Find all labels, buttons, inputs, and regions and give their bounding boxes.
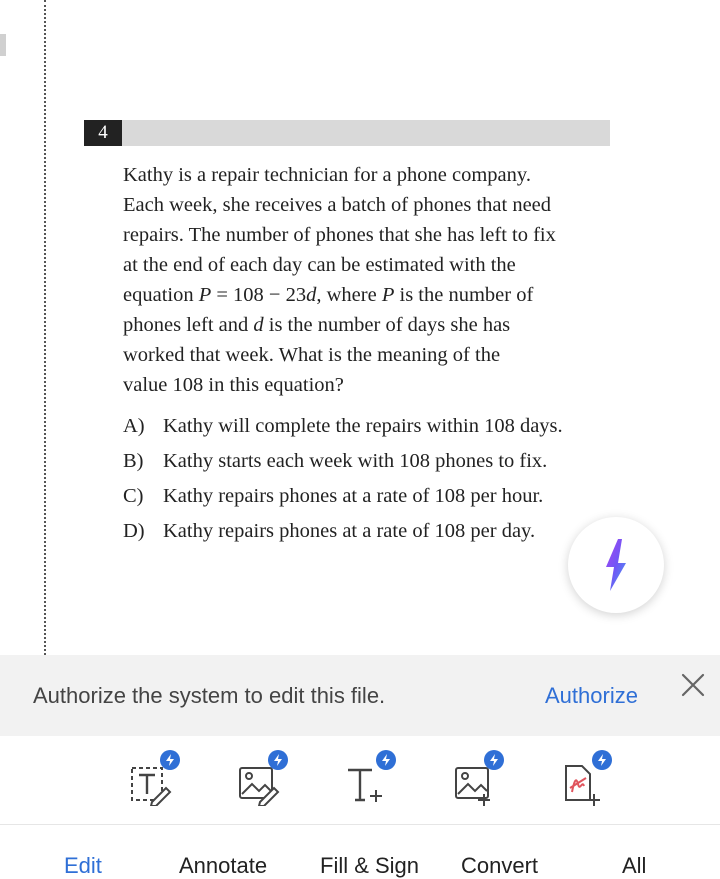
tab-edit[interactable]: Edit: [64, 853, 102, 878]
choice-text: Kathy starts each week with 108 phones to fix.: [163, 450, 548, 472]
question-header-band: [84, 120, 610, 146]
tab-convert[interactable]: Convert: [461, 853, 539, 878]
page-margin-guide: [44, 0, 46, 655]
answer-choices: [123, 409, 623, 549]
choice-letter: C): [123, 485, 144, 507]
add-text-tool[interactable]: [332, 750, 400, 810]
bottom-tab-bar: [0, 825, 720, 878]
choice-letter: A): [123, 415, 145, 437]
edit-text-tool[interactable]: [116, 750, 184, 810]
question-line: value 108 in this equation?: [123, 374, 344, 396]
close-authorization-button[interactable]: [678, 670, 708, 700]
edit-image-tool[interactable]: [224, 750, 292, 810]
answer-choice[interactable]: [123, 514, 623, 549]
authorize-button[interactable]: Authorize: [545, 683, 638, 708]
close-icon: [678, 670, 708, 700]
choice-text: Kathy will complete the repairs within 108 days.: [163, 415, 563, 437]
add-text-icon: [346, 764, 388, 806]
premium-badge-icon: [376, 750, 396, 770]
question-line-equation: [123, 280, 623, 310]
choice-text: Kathy repairs phones at a rate of 108 per hour.: [163, 485, 544, 507]
premium-badge-icon: [484, 750, 504, 770]
premium-badge-icon: [268, 750, 288, 770]
authorization-bar: [0, 655, 720, 736]
variable-p: P: [198, 284, 212, 306]
edit-tools-row: [0, 736, 720, 825]
premium-badge-icon: [592, 750, 612, 770]
answer-choice[interactable]: [123, 409, 623, 444]
tab-fill-and-sign[interactable]: Fill & Sign: [320, 853, 420, 878]
edit-image-icon: [238, 764, 280, 806]
add-signature-icon: [562, 764, 604, 806]
tab-annotate[interactable]: Annotate: [179, 853, 268, 878]
choice-letter: B): [123, 450, 144, 472]
text-run: , where: [316, 284, 382, 306]
edit-text-icon: [130, 764, 172, 806]
question-line: Each week, she receives a batch of phones that need: [123, 194, 552, 216]
choice-letter: D): [123, 520, 145, 542]
tab-all[interactable]: All: [622, 853, 647, 878]
add-signature-tool[interactable]: [548, 750, 616, 810]
ai-assistant-button[interactable]: [568, 517, 664, 613]
premium-badge-icon: [160, 750, 180, 770]
text-run: is the number of days she has: [263, 314, 511, 336]
question-text: [123, 160, 623, 400]
answer-choice[interactable]: [123, 479, 623, 514]
question-number: 4: [84, 120, 122, 146]
authorization-message: Authorize the system to edit this file.: [33, 683, 386, 708]
choice-text: Kathy repairs phones at a rate of 108 per day.: [163, 520, 536, 542]
question-line: at the end of each day can be estimated with the: [123, 254, 516, 276]
text-run: is the number of: [394, 284, 534, 306]
add-image-tool[interactable]: [440, 750, 508, 810]
answer-choice[interactable]: [123, 444, 623, 479]
question-line: worked that week. What is the meaning of the: [123, 344, 501, 366]
question-line: Kathy is a repair technician for a phone company.: [123, 164, 531, 186]
variable-p: P: [381, 284, 395, 306]
text-run: = 108 − 23: [211, 284, 307, 306]
add-image-icon: [454, 764, 496, 806]
text-run: phones left and: [123, 314, 254, 336]
sparkle-icon: [592, 537, 640, 593]
question-line: [123, 310, 623, 340]
question-line: repairs. The number of phones that she has left to fix: [123, 224, 556, 246]
side-tab-handle[interactable]: [0, 34, 6, 56]
variable-d: d: [306, 284, 317, 306]
text-run: equation: [123, 284, 199, 306]
variable-d: d: [253, 314, 264, 336]
